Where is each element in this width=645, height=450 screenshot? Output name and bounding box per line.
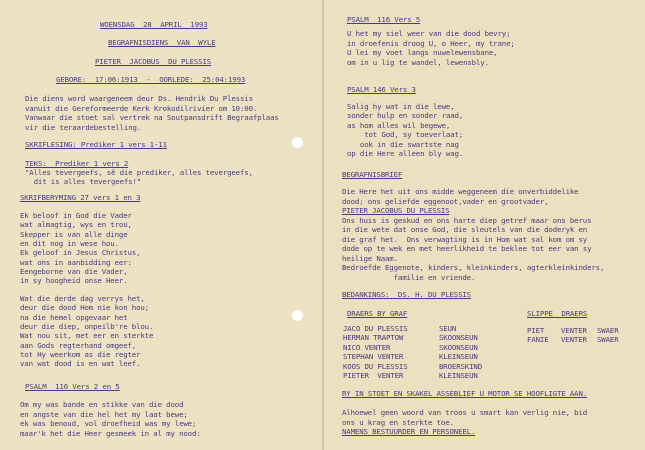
psalm-116-v5-heading: PSALM 116 Vers 5: [347, 15, 421, 24]
verse-line: U lei my voet langs nuwelewensbane,: [347, 48, 498, 57]
sermon-quote-line: dit is alles tevergeefs!": [25, 177, 142, 186]
verse-line: Wat die derde dag verrys het,: [20, 294, 145, 303]
bearers-heading: DRAERS BY GRAF: [347, 309, 408, 318]
verse-line: van wat dood is en wat leef.: [20, 359, 141, 369]
intro-line: vanuit die Gereformeerde Kerk Krokodilrivier om 10:00.: [25, 103, 258, 113]
service-date: WOENSDAG 28 APRIL 1993: [100, 20, 208, 29]
bearer-name: PIETER VENTER: [343, 371, 404, 380]
verse-line: ek was benoud, vol droefheid was my lewe;: [20, 419, 197, 428]
verse-line: na die hemel opgevaar het: [20, 312, 128, 322]
sermon-text-heading: TEKS: Prediker 1 vers 2: [25, 159, 129, 168]
pall-bearer-last: VENTER: [561, 326, 587, 335]
verse-line: Salig hy wat in die lewe,: [347, 102, 455, 111]
pall-bearers-heading: SLIPPE DRAERS: [527, 309, 588, 318]
pall-bearer-relation: SWAER: [597, 326, 619, 335]
life-dates: GEBORE: 17:06:1913 - OORLEDE: 25:04:1993: [56, 75, 246, 84]
verse-line: op die Here alleen bly wag.: [347, 149, 464, 158]
pall-bearer-first: PIET: [527, 326, 545, 335]
service-title: BEGRAFNISDIENS VAN WYLE: [108, 38, 216, 47]
creed-heading: SKRIFBERYMING 27 vers 1 en 3: [20, 193, 141, 202]
thanks-line: BEDANKINGS: DS. H. DU PLESSIS: [342, 290, 471, 299]
verse-line: om in u lig te wandel, lewensbly.: [347, 57, 489, 67]
bearer-relation: SKOONSEUN: [439, 333, 478, 343]
bearer-relation: SKOONSEUN: [439, 342, 478, 352]
punch-hole-bottom: [292, 310, 303, 321]
verse-line: in droefenis droog U, o Heer, my trane;: [347, 38, 515, 48]
intro-line: Vanwaar die stoet sal vertrek na Soutpansdrift Begraafplaas: [25, 113, 279, 122]
notice-line: heilige Naam.: [342, 253, 398, 263]
pall-bearer-first: FANIE: [527, 335, 549, 345]
notice-line: Die Here het uit ons midde weggeneem die onverbiddelike: [342, 187, 579, 196]
notice-line: dode op te wek en met heerlikheid te beklee tot eer van sy: [342, 244, 592, 253]
death-notice-heading: BEGRAFNISBRIEF: [342, 170, 403, 179]
bearer-name: KOOS DU PLESSIS: [343, 361, 408, 371]
notice-line: in die wete dat onse God, die sleutels van die doderyk en: [342, 225, 588, 234]
verse-line: wat ons in aanbidding eer:: [20, 257, 132, 267]
bearer-name: STEPHAN VENTER: [343, 352, 404, 362]
scripture-reading: SKRIFLESING: Prediker 1 vers 1-11: [25, 140, 167, 149]
verse-line: sonder hulp en sonder raad,: [347, 111, 464, 121]
pall-bearer-relation: SWAER: [597, 335, 619, 345]
verse-line: maar'k het die Heer gesmeek in al my nood:: [20, 428, 201, 438]
bearer-name: NICO VENTER: [343, 342, 391, 352]
verse-line: tot Hy weerkom as die regter: [20, 349, 141, 359]
bearer-relation: BROERSKIND: [439, 361, 482, 371]
verse-line: deur die diep, onpeilb're blou.: [20, 321, 154, 331]
intro-line: vir die teraardebestelling.: [25, 122, 142, 132]
closing-line: ons u krag en sterkte toe.: [342, 417, 454, 427]
bearer-relation: SEUN: [439, 324, 457, 333]
verse-line: Ek beloof in God die Vader: [20, 211, 132, 220]
verse-line: wat almagtig, wys en trou,: [20, 220, 132, 230]
verse-line: Om my was bande en stikke van die dood: [20, 400, 184, 409]
notice-deceased-name: PIETER JACOBUS DU PLESSIS: [342, 206, 450, 215]
closing-line: Alhoewel geen woord van troos u smart kan verlig nie, bid: [342, 408, 588, 417]
verse-line: tot God, sy toeverlaat;: [347, 130, 464, 140]
sign-off: NAMENS BESTUURDER EN PERSONEEL.: [342, 427, 476, 436]
verse-line: en dit nog in wese hou.: [20, 238, 119, 248]
verse-line: ook in die swartste nag: [347, 139, 459, 149]
psalm-146-heading: PSALM 146 Vers 3: [347, 85, 416, 94]
verse-line: Wat nou sit, met eer en sterkte: [20, 331, 154, 341]
bearer-relation: KLEINSEUN: [439, 371, 478, 380]
bearer-name: JACO DU PLESSIS: [343, 324, 408, 333]
deceased-name: PIETER JACOBUS DU PLESSIS: [95, 57, 212, 66]
bearer-name: HERMAN TRAPTOW: [343, 333, 404, 343]
verse-line: Eengeborne van die Vader,: [20, 266, 128, 276]
verse-line: in sy hoogheid onse Heer.: [20, 276, 128, 286]
notice-line: dood; ons geliefde eggenoot,vader en grootvader,: [342, 196, 549, 206]
verse-line: Ek geloof in Jesus Christus,: [20, 248, 141, 258]
page-fold: [322, 0, 324, 450]
verse-line: en angste van die hel het my laat bewe;: [20, 409, 188, 419]
procession-note: RY IN STOET EN SKAKEL ASSEBLIEF U MOTOR SE HOOFLIGTE AAN.: [342, 389, 588, 398]
bearer-relation: KLEINSEUN: [439, 352, 478, 362]
verse-line: U het my siel weer van die dood bevry;: [347, 29, 511, 38]
verse-line: deur die dood Hom nie kon hou;: [20, 303, 149, 313]
verse-line: aan Gods regterhand omgeef,: [20, 340, 137, 350]
intro-line: Die diens word waargeneem deur Ds. Hendrik Du Plessis: [25, 94, 253, 103]
notice-line: Ons huis is geskud en ons harte diep getref maar ons berus: [342, 215, 592, 225]
notice-line: Bedroefde Eggenote, kinders, kleinkinders, agterkleinkinders,: [342, 263, 605, 272]
notice-line: familie en vriende.: [342, 272, 476, 282]
psalm-116-heading: PSALM 116 Vers 2 en 5: [25, 382, 120, 391]
punch-hole-top: [292, 137, 303, 148]
notice-line: die graf het. Ons verwagting is in Hom wat sal kom om sy: [342, 234, 588, 244]
sermon-quote-line: "Alles tevergeefs, sê die prediker, alles tevergeefs,: [25, 168, 253, 177]
pall-bearer-last: VENTER: [561, 335, 587, 345]
verse-line: Skepper is van alle dinge: [20, 229, 128, 239]
verse-line: as hom alles wil begewe,: [347, 120, 451, 130]
